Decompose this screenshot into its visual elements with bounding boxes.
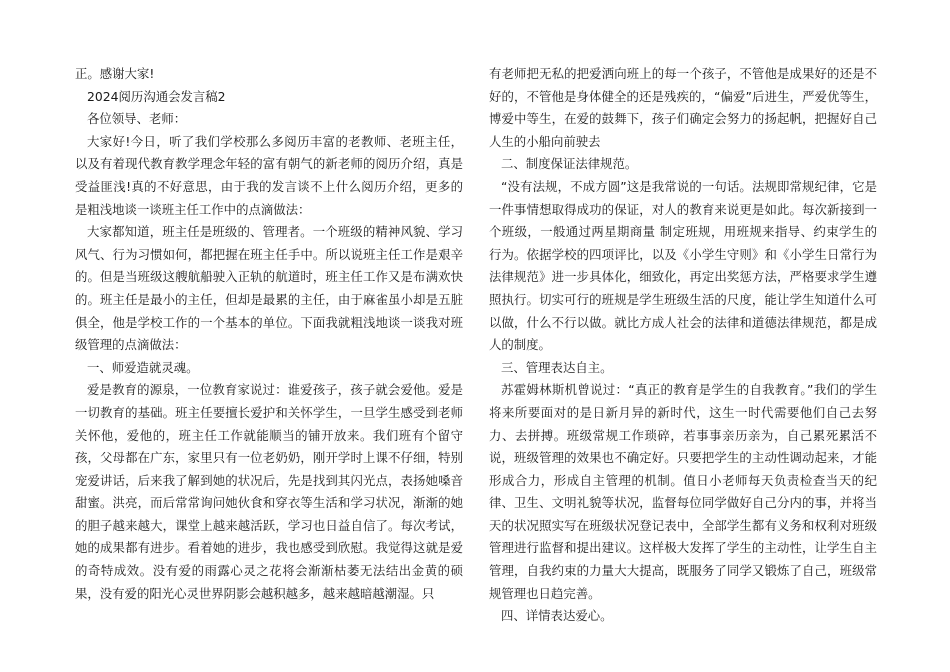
left-paragraph: 2024阅历沟通会发言稿2 (87, 88, 226, 104)
right-paragraph: 四、详情表达爱心。 (501, 608, 613, 624)
right-paragraph: 有老师把无私的把爱洒向班上的每一个孩子，不管他是成果好的还是不好的，不管他是身体健全的还是残疾的，“偏爱”后进生，严爱优等生，博爱中等生，在爱的鼓舞下，孩子们确定会努力的扬起帆，把握好自己人生的小船向前驶去 (489, 66, 877, 149)
left-paragraph: 正。感谢大家! (75, 66, 155, 81)
right-paragraph: 三、管理表达自主。 (501, 359, 613, 375)
right-column (489, 63, 877, 628)
right-paragraph: 二、制度保证法律规范。 (501, 156, 638, 172)
right-paragraph: “没有法规，不成方圆”这是我常说的一句话。法规即常规纪律，它是一件事情想取得成功的保证，对人的教育来说更是如此。每次新接到一个班级，一般通过两星期商量 制定班规，用班规来指导、约束学生的行为。依据学校的四项评比，以及《小学生守则》和《小学生日常行为法律规范》进一步具体化，细致化，再定出奖惩方法，严格要求学生遵照执行。切实可行的班规是学生班级生活的尺度，能让学生知道什么可以做，什么不行以做。就比方成人社会的法律和道德法律规范，都是成人的制度。 (489, 178, 877, 353)
left-paragraph: 大家都知道，班主任是班级的、管理者。一个班级的精神风貌、学习风气、行为习惯如何，都把握在班主任手中。所以说班主任工作是艰辛的。但是当班级这艘航船驶入正轨的航道时，班主任工作又是布满欢快的。班主任是最小的主任，但却是最累的主任，由于麻雀虽小却是五脏俱全，他是学校工作的一个基本的单位。下面我就粗浅地谈一谈我对班级管理的点滴做法： (75, 224, 463, 353)
left-column (75, 63, 463, 605)
left-paragraph: 爱是教育的源泉，一位教育家说过：谁爱孩子，孩子就会爱他。爱是一切教育的基础。班主任要擅长爱护和关怀学生，一旦学生感受到老师关怀他，爱他的，班主任工作就能顺当的铺开放来。我们班有个留守孩，父母都在广东，家里只有一位老奶奶，刚开学时上课不仔细，特别宠爱讲话，后来我了解到她的状况后，先是找到其闪光点，表扬她嗓音甜蜜。洪亮，而后常常询问她伙食和穿衣等生活和学习状况，渐渐的她的胆子越来越大，课堂上越来越活跃，学习也日益自信了。每次考试，她的成果都有进步。看着她的进步，我也感受到欣慰。我觉得这就是爱的奇特成效。没有爱的雨露心灵之花将会渐渐枯萎无法结出金黄的硕果，没有爱的阳光心灵世界阴影会越积越多，越来越暗越潮湿。只 (75, 382, 463, 601)
left-paragraph: 一、师爱造就灵魂。 (87, 359, 199, 375)
left-paragraph: 各位领导、老师： (87, 111, 187, 127)
right-paragraph: 苏霍姆林斯机曾说过：“真正的教育是学生的自我教育。”我们的学生将来所要面对的是日新月异的新时代，这生一时代需要他们自己去努力、去拼搏。班级常规工作琐碎，若事事亲历亲为，自己累死累活不说，班级管理的效果也不确定好。只要把学生的主动性调动起来，才能形成合力，形成自主管理的机制。值日小老师每天负责检查当天的纪律、卫生、文明礼貌等状况，监督每位同学做好自己分内的事，并将当天的状况照实写在班级状况登记表中，全部学生都有义务和权利对班级管理进行监督和提出建议。这样极大发挥了学生的主动性，让学生自主管理，自我约束的力量大大提高，既服务了同学又锻炼了自己，班级常规管理也日趋完善。 (489, 382, 877, 601)
left-paragraph: 大家好!今日，听了我们学校那么多阅历丰富的老教师、老班主任，以及有着现代教育教学理念年轻的富有朝气的新老师的阅历介绍，真是受益匪浅!真的不好意思，由于我的发言谈不上什么阅历介绍，更多的是粗浅地谈一谈班主任工作中的点滴做法： (75, 133, 463, 217)
